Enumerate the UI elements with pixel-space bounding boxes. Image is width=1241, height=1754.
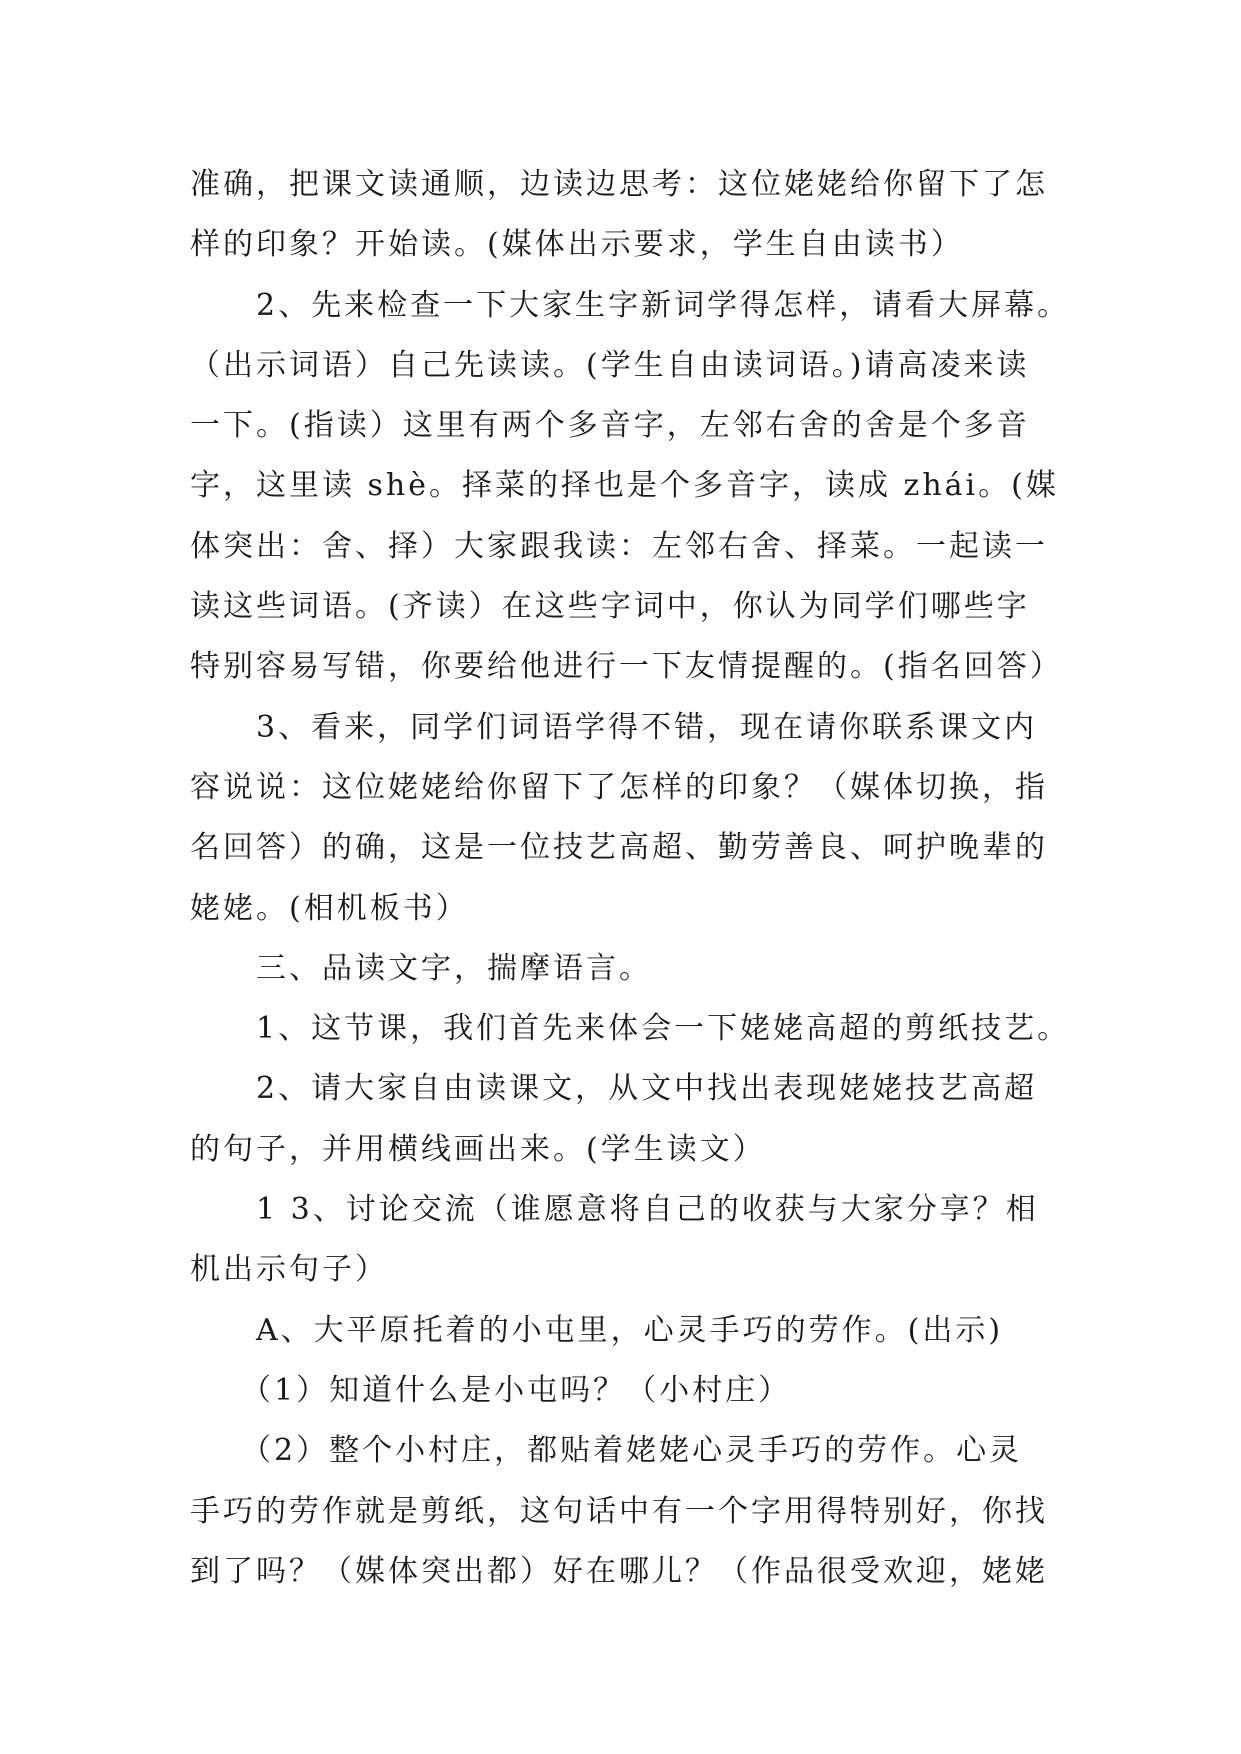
text-line: 三、品读文字，揣摩语言。 bbox=[190, 950, 652, 986]
text-line: 样的印象？开始读。(媒体出示要求，学生自由读书） bbox=[190, 227, 964, 263]
text-line: 的句子，并用横线画出来。(学生读文） bbox=[190, 1131, 766, 1167]
text-line: 手巧的劳作就是剪纸，这句话中有一个字用得特别好，你找 bbox=[190, 1493, 1048, 1529]
text-line: 特别容易写错，你要给他进行一下友情提醒的。(指名回答） bbox=[190, 649, 1063, 685]
text-line: 体突出：舍、择）大家跟我读：左邻右舍、择菜。一起读一 bbox=[190, 528, 1048, 564]
text-line: 到了吗？（媒体突出都）好在哪儿？（作品很受欢迎，姥姥 bbox=[190, 1553, 1048, 1589]
text-line: 字，这里读 shè。择菜的择也是个多音字，读成 zhái。(媒 bbox=[190, 468, 1059, 504]
text-line: 名回答）的确，这是一位技艺高超、勤劳善良、呵护晚辈的 bbox=[190, 830, 1048, 866]
text-line: （出示词语）自己先读读。(学生自由读词语。)请高凌来读 bbox=[190, 347, 1030, 383]
text-line: A、大平原托着的小屯里，心灵手巧的劳作。(出示) bbox=[190, 1312, 1004, 1348]
text-line: 2、先来检查一下大家生字新词学得怎样，请看大屏幕。 bbox=[190, 287, 1071, 323]
body-text bbox=[190, 155, 1070, 1602]
text-line: 机出示句子） bbox=[190, 1252, 388, 1288]
text-line: （1）知道什么是小屯吗？（小村庄） bbox=[190, 1372, 792, 1408]
text-line: 1、这节课，我们首先来体会一下姥姥高超的剪纸技艺。 bbox=[190, 1011, 1071, 1047]
text-line: 读这些词语。(齐读）在这些字词中，你认为同学们哪些字 bbox=[190, 589, 1030, 625]
text-line: 一下。(指读）这里有两个多音字，左邻右舍的舍是个多音 bbox=[190, 408, 1030, 444]
text-line: 3、看来，同学们词语学得不错，现在请你联系课文内 bbox=[190, 709, 1038, 745]
text-line: （2）整个小村庄，都贴着姥姥心灵手巧的劳作。心灵 bbox=[190, 1433, 1023, 1469]
text-line: 容说说：这位姥姥给你留下了怎样的印象？（媒体切换，指 bbox=[190, 769, 1048, 805]
text-line: 2、请大家自由读课文，从文中找出表现姥姥技艺高超 bbox=[190, 1071, 1038, 1107]
text-line: 准确，把课文读通顺，边读边思考：这位姥姥给你留下了怎 bbox=[190, 167, 1048, 202]
text-line: 姥姥。(相机板书） bbox=[190, 890, 469, 926]
text-line: 1 3、讨论交流（谁愿意将自己的收获与大家分享？相 bbox=[190, 1192, 1039, 1228]
